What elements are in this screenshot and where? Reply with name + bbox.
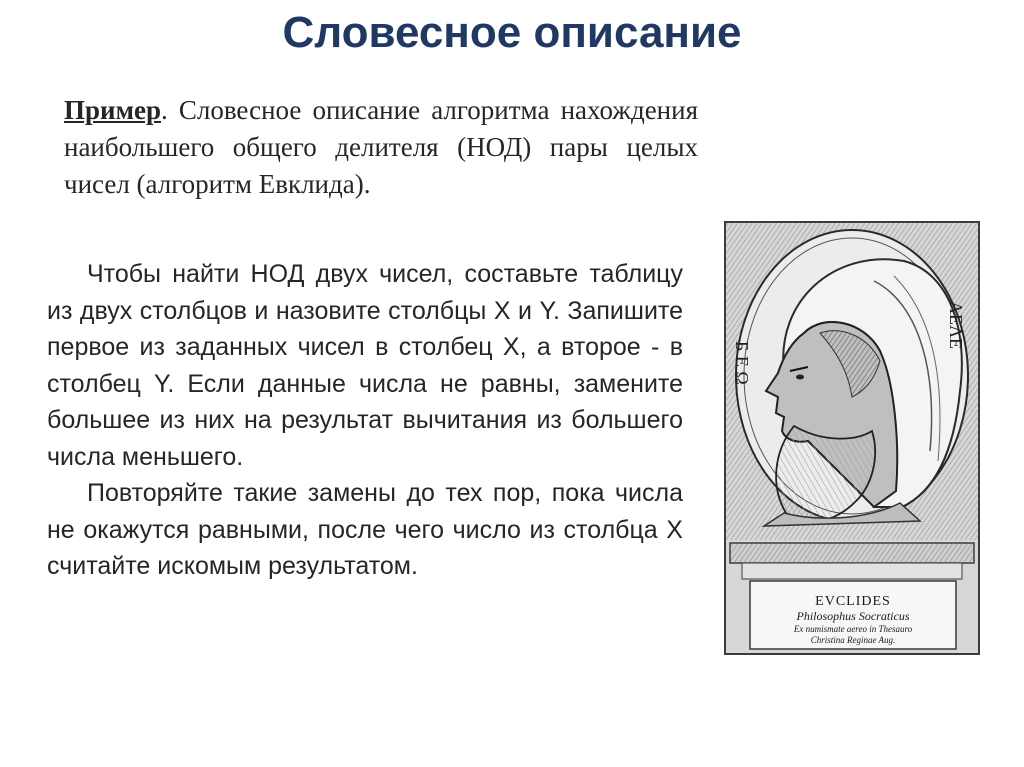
intro-text: . Словесное описание алгоритма нахождения наибольшего общего делителя (НОД) пары целых чисел (алгоритм Евклида). [64,95,698,199]
medallion-letters-left: Б Е Ω [732,341,752,385]
slide-title: Словесное описание [282,8,742,57]
caption-line-4: Christina Reginae Aug. [810,635,896,645]
caption-line-2: Philosophus Socraticus [796,609,910,623]
caption-name: EVCLIDES [815,594,891,609]
intro-paragraph [64,92,698,203]
caption-line-3: Ex numismate aereo in Thesauro [793,624,913,634]
medallion-letters-right: ΑΕΛΕ [946,301,966,350]
paragraph-2: Повторяйте такие замены до тех пор, пока числа не окажутся равными, после чего число из столбца X считайте искомым результатом. [47,479,683,580]
example-label: Пример [64,95,161,125]
euclid-portrait [724,221,980,655]
algorithm-description [47,256,683,585]
paragraph-1: Чтобы найти НОД двух чисел, составьте таблицу из двух столбцов и назовите столбцы X и Y. Запишите первое из заданных чисел в столбец X, а второе - в столбец Y. Если данные числа не равны, замените большее из них на результат вычитания из большего числа меньшего. [47,260,683,471]
